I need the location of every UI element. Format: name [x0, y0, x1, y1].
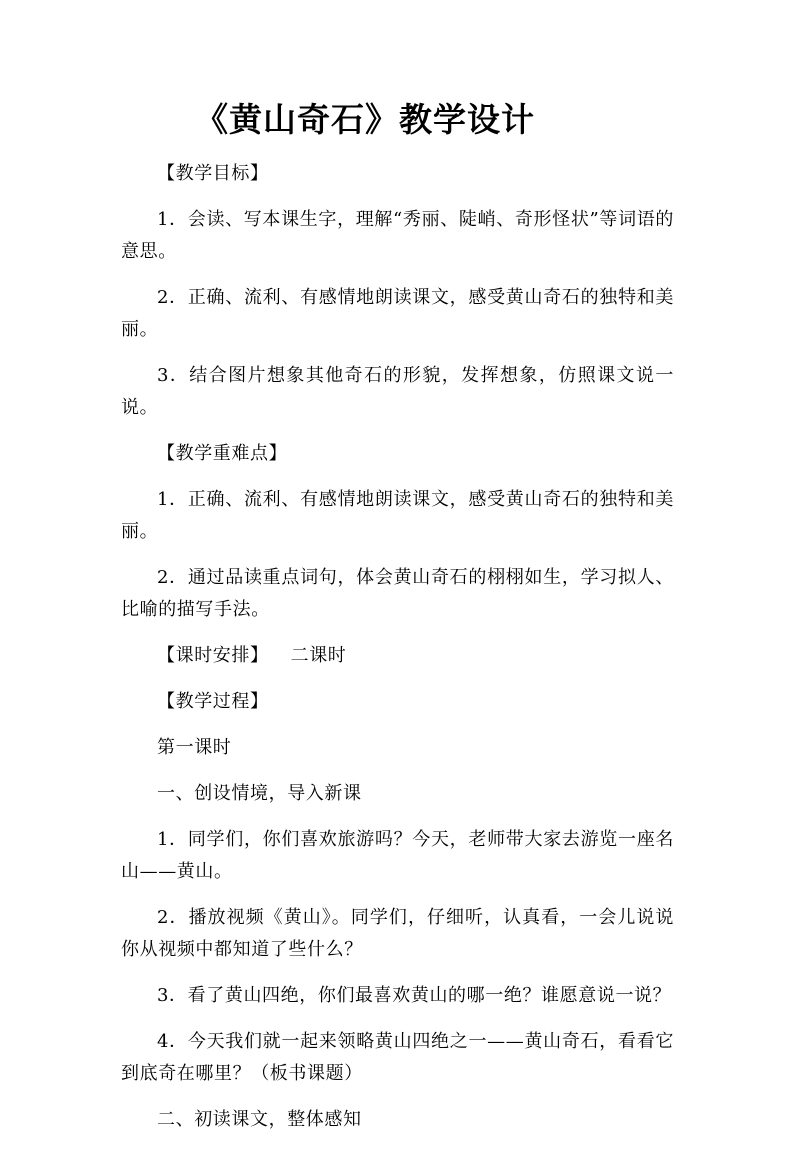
objective-item: 1．会读、写本课生字，理解“秀丽、陡峭、奇形怪状”等词语的意思。 — [121, 209, 674, 262]
objectives-heading: 【教学目标】 — [157, 163, 269, 184]
key-point-item: 1．正确、流利、有感情地朗读课文，感受黄山奇石的独特和美丽。 — [121, 489, 674, 542]
schedule-line — [121, 640, 674, 672]
part-two-heading: 二、初读课文，整体感知 — [157, 1109, 362, 1130]
document-title: 《黄山奇石》教学设计 — [195, 100, 535, 139]
part-one-item: 2．播放视频《黄山》。同学们，仔细听，认真看，一会儿说说你从视频中都知道了些什么？ — [121, 907, 674, 960]
key-points-heading: 【教学重难点】 — [157, 443, 288, 464]
part-one-item: 3．看了黄山四绝，你们最喜欢黄山的哪一绝？谁愿意说一说？ — [157, 985, 672, 1006]
objective-item: 2．正确、流利、有感情地朗读课文，感受黄山奇石的独特和美丽。 — [121, 287, 674, 340]
part-one-item: 4．今天我们就一起来领略黄山四绝之一——黄山奇石，看看它到底奇在哪里？（板书课题） — [121, 1031, 674, 1084]
part-one-heading: 一、创设情境，导入新课 — [157, 783, 362, 804]
key-point-item: 2．通过品读重点词句，体会黄山奇石的栩栩如生，学习拟人、比喻的描写手法。 — [121, 567, 674, 620]
schedule-value: 二课时 — [290, 645, 347, 666]
lesson-one-label: 第一课时 — [157, 737, 232, 758]
schedule-heading: 【课时安排】 — [157, 645, 269, 666]
document-body — [121, 158, 674, 1150]
objective-item: 3．结合图片想象其他奇石的形貌，发挥想象，仿照课文说一说。 — [121, 365, 674, 418]
process-heading: 【教学过程】 — [157, 691, 269, 712]
part-one-item: 1．同学们，你们喜欢旅游吗？今天，老师带大家去游览一座名山——黄山。 — [121, 829, 674, 882]
